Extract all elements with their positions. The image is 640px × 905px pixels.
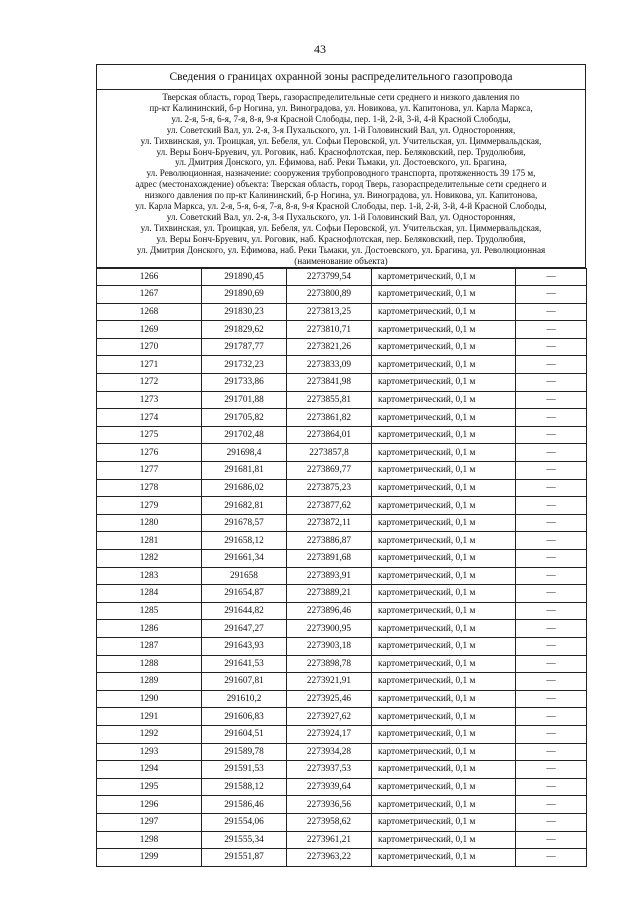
boundary-document (96, 64, 586, 867)
table-row (97, 655, 587, 673)
table-row (97, 567, 587, 585)
description-cell: — (516, 286, 587, 304)
y-coordinate-cell: 2273958,62 (287, 813, 372, 831)
description-line: ул. Веры Бонч-Бруевич, ул. Роговик, наб. Краснофлотская, пер. Беляковский, пер. Трудолюбия, (156, 233, 526, 244)
x-coordinate-cell: 291733,86 (202, 374, 287, 392)
x-coordinate-cell: 291658 (202, 567, 287, 585)
table-row (97, 356, 587, 374)
point-number-cell: 1287 (97, 637, 202, 655)
table-row (97, 813, 587, 831)
method-cell: картометрический, 0,1 м (372, 831, 516, 849)
y-coordinate-cell: 2273872,11 (287, 514, 372, 532)
description-line: ул. Революционная, назначение: сооружения трубопроводного транспорта, протяженность 39 175 м, (146, 168, 536, 179)
method-cell: картометрический, 0,1 м (372, 550, 516, 568)
y-coordinate-cell: 2273875,23 (287, 479, 372, 497)
point-number-cell: 1297 (97, 813, 202, 831)
table-row (97, 497, 587, 515)
description-line: ул. Тихвинская, ул. Троицкая, ул. Бебеля, ул. Софьи Перовской, ул. Учительская, ул. Циммервальдская, (140, 135, 542, 146)
description-cell: — (516, 585, 587, 603)
x-coordinate-cell: 291678,57 (202, 514, 287, 532)
method-cell: картометрический, 0,1 м (372, 391, 516, 409)
point-number-cell: 1269 (97, 321, 202, 339)
description-cell: — (516, 761, 587, 779)
method-cell: картометрический, 0,1 м (372, 813, 516, 831)
table-row (97, 725, 587, 743)
point-number-cell: 1289 (97, 673, 202, 691)
method-cell: картометрический, 0,1 м (372, 286, 516, 304)
point-number-cell: 1291 (97, 708, 202, 726)
y-coordinate-cell: 2273924,17 (287, 725, 372, 743)
x-coordinate-cell: 291641,53 (202, 655, 287, 673)
method-cell: картометрический, 0,1 м (372, 690, 516, 708)
point-number-cell: 1279 (97, 497, 202, 515)
description-line: низкого давления по пр-кт Калининский, б-р Ногина, ул. Виноградова, ул. Новикова, ул. Капитонова, (144, 190, 538, 201)
table-row (97, 391, 587, 409)
x-coordinate-cell: 291604,51 (202, 725, 287, 743)
description-cell: — (516, 426, 587, 444)
x-coordinate-cell: 291829,62 (202, 321, 287, 339)
description-cell: — (516, 268, 587, 286)
description-cell: — (516, 550, 587, 568)
table-row (97, 321, 587, 339)
description-cell: — (516, 391, 587, 409)
table-row (97, 409, 587, 427)
method-cell: картометрический, 0,1 м (372, 444, 516, 462)
point-number-cell: 1290 (97, 690, 202, 708)
x-coordinate-cell: 291705,82 (202, 409, 287, 427)
x-coordinate-cell: 291702,48 (202, 426, 287, 444)
description-cell: — (516, 532, 587, 550)
description-cell: — (516, 655, 587, 673)
method-cell: картометрический, 0,1 м (372, 462, 516, 480)
method-cell: картометрический, 0,1 м (372, 374, 516, 392)
method-cell: картометрический, 0,1 м (372, 356, 516, 374)
description-line: ул. Карла Маркса, ул. 2-я, 5-я, 6-я, 7-я, 8-я, 9-я Красной Слободы, пер. 1-й, 2-й, 3-й, 4-й Красной Слободы, (135, 201, 547, 212)
point-number-cell: 1281 (97, 532, 202, 550)
table-row (97, 550, 587, 568)
document-title: Сведения о границах охранной зоны распределительного газопровода (96, 64, 586, 90)
description-cell: — (516, 725, 587, 743)
description-cell: — (516, 567, 587, 585)
point-number-cell: 1272 (97, 374, 202, 392)
point-number-cell: 1295 (97, 778, 202, 796)
y-coordinate-cell: 2273810,71 (287, 321, 372, 339)
y-coordinate-cell: 2273903,18 (287, 637, 372, 655)
description-cell: — (516, 813, 587, 831)
y-coordinate-cell: 2273896,46 (287, 602, 372, 620)
method-cell: картометрический, 0,1 м (372, 479, 516, 497)
y-coordinate-cell: 2273921,91 (287, 673, 372, 691)
description-line: ул. 2-я, 5-я, 6-я, 7-я, 8-я, 9-я Красной Слободы, пер. 1-й, 2-й, 3-й, 4-й Красной Слободы, (171, 113, 511, 124)
method-cell: картометрический, 0,1 м (372, 268, 516, 286)
table-row (97, 303, 587, 321)
y-coordinate-cell: 2273857,8 (287, 444, 372, 462)
method-cell: картометрический, 0,1 м (372, 426, 516, 444)
x-coordinate-cell: 291732,23 (202, 356, 287, 374)
point-number-cell: 1284 (97, 585, 202, 603)
object-description (96, 90, 586, 268)
x-coordinate-cell: 291554,06 (202, 813, 287, 831)
description-cell: — (516, 673, 587, 691)
method-cell: картометрический, 0,1 м (372, 409, 516, 427)
description-cell: — (516, 743, 587, 761)
table-row (97, 743, 587, 761)
object-name-caption: (наименование объекта) (294, 255, 388, 266)
table-row (97, 620, 587, 638)
method-cell: картометрический, 0,1 м (372, 602, 516, 620)
description-cell: — (516, 690, 587, 708)
point-number-cell: 1282 (97, 550, 202, 568)
point-number-cell: 1292 (97, 725, 202, 743)
point-number-cell: 1275 (97, 426, 202, 444)
point-number-cell: 1286 (97, 620, 202, 638)
y-coordinate-cell: 2273937,53 (287, 761, 372, 779)
description-cell: — (516, 796, 587, 814)
x-coordinate-cell: 291701,88 (202, 391, 287, 409)
point-number-cell: 1267 (97, 286, 202, 304)
description-cell: — (516, 497, 587, 515)
method-cell: картометрический, 0,1 м (372, 849, 516, 867)
table-row (97, 532, 587, 550)
table-row (97, 374, 587, 392)
point-number-cell: 1278 (97, 479, 202, 497)
description-cell: — (516, 338, 587, 356)
x-coordinate-cell: 291551,87 (202, 849, 287, 867)
point-number-cell: 1293 (97, 743, 202, 761)
method-cell: картометрический, 0,1 м (372, 778, 516, 796)
table-row (97, 338, 587, 356)
point-number-cell: 1283 (97, 567, 202, 585)
method-cell: картометрический, 0,1 м (372, 743, 516, 761)
y-coordinate-cell: 2273855,81 (287, 391, 372, 409)
description-line: ул. Советский Вал, ул. 2-я, 3-я Пухальского, ул. 1-й Головинский Вал, ул. Односторонняя, (166, 211, 516, 222)
y-coordinate-cell: 2273886,87 (287, 532, 372, 550)
x-coordinate-cell: 291643,93 (202, 637, 287, 655)
x-coordinate-cell: 291610,2 (202, 690, 287, 708)
point-number-cell: 1277 (97, 462, 202, 480)
table-row (97, 462, 587, 480)
y-coordinate-cell: 2273963,22 (287, 849, 372, 867)
method-cell: картометрический, 0,1 м (372, 338, 516, 356)
y-coordinate-cell: 2273813,25 (287, 303, 372, 321)
method-cell: картометрический, 0,1 м (372, 585, 516, 603)
description-cell: — (516, 374, 587, 392)
y-coordinate-cell: 2273869,77 (287, 462, 372, 480)
table-row (97, 831, 587, 849)
table-row (97, 286, 587, 304)
y-coordinate-cell: 2273800,89 (287, 286, 372, 304)
description-cell: — (516, 620, 587, 638)
point-number-cell: 1288 (97, 655, 202, 673)
coordinates-table (96, 268, 587, 867)
method-cell: картометрический, 0,1 м (372, 637, 516, 655)
description-line: Тверская область, город Тверь, газораспределительные сети среднего и низкого давления по (162, 92, 520, 102)
description-cell: — (516, 514, 587, 532)
y-coordinate-cell: 2273861,82 (287, 409, 372, 427)
y-coordinate-cell: 2273936,56 (287, 796, 372, 814)
description-cell: — (516, 708, 587, 726)
page-number: 43 (314, 42, 326, 56)
method-cell: картометрический, 0,1 м (372, 673, 516, 691)
table-row (97, 796, 587, 814)
y-coordinate-cell: 2273900,95 (287, 620, 372, 638)
description-cell: — (516, 321, 587, 339)
x-coordinate-cell: 291890,69 (202, 286, 287, 304)
point-number-cell: 1299 (97, 849, 202, 867)
table-row (97, 444, 587, 462)
point-number-cell: 1294 (97, 761, 202, 779)
method-cell: картометрический, 0,1 м (372, 761, 516, 779)
x-coordinate-cell: 291606,83 (202, 708, 287, 726)
x-coordinate-cell: 291698,4 (202, 444, 287, 462)
y-coordinate-cell: 2273841,98 (287, 374, 372, 392)
x-coordinate-cell: 291890,45 (202, 268, 287, 286)
description-cell: — (516, 462, 587, 480)
description-cell: — (516, 479, 587, 497)
x-coordinate-cell: 291589,78 (202, 743, 287, 761)
table-row (97, 479, 587, 497)
y-coordinate-cell: 2273934,28 (287, 743, 372, 761)
x-coordinate-cell: 291658,12 (202, 532, 287, 550)
description-cell: — (516, 409, 587, 427)
y-coordinate-cell: 2273927,62 (287, 708, 372, 726)
method-cell: картометрический, 0,1 м (372, 567, 516, 585)
point-number-cell: 1268 (97, 303, 202, 321)
method-cell: картометрический, 0,1 м (372, 532, 516, 550)
x-coordinate-cell: 291682,81 (202, 497, 287, 515)
point-number-cell: 1298 (97, 831, 202, 849)
table-row (97, 673, 587, 691)
method-cell: картометрический, 0,1 м (372, 303, 516, 321)
description-cell: — (516, 778, 587, 796)
y-coordinate-cell: 2273891,68 (287, 550, 372, 568)
description-line: ул. Веры Бонч-Бруевич, ул. Роговик, наб. Краснофлотская, пер. Беляковский, пер. Трудолюбия, (156, 146, 526, 157)
x-coordinate-cell: 291654,87 (202, 585, 287, 603)
description-line: ул. Дмитрия Донского, ул. Ефимова, наб. Реки Тьмаки, ул. Достоевского, ул. Брагина, ул. Революционная (136, 244, 546, 255)
method-cell: картометрический, 0,1 м (372, 655, 516, 673)
method-cell: картометрический, 0,1 м (372, 796, 516, 814)
description-cell: — (516, 602, 587, 620)
x-coordinate-cell: 291647,27 (202, 620, 287, 638)
table-row (97, 426, 587, 444)
description-cell: — (516, 303, 587, 321)
point-number-cell: 1285 (97, 602, 202, 620)
table-row (97, 514, 587, 532)
table-row (97, 585, 587, 603)
x-coordinate-cell: 291588,12 (202, 778, 287, 796)
x-coordinate-cell: 291607,81 (202, 673, 287, 691)
description-cell: — (516, 831, 587, 849)
x-coordinate-cell: 291661,34 (202, 550, 287, 568)
table-row (97, 690, 587, 708)
y-coordinate-cell: 2273893,91 (287, 567, 372, 585)
method-cell: картометрический, 0,1 м (372, 321, 516, 339)
table-row (97, 849, 587, 867)
table-row (97, 778, 587, 796)
y-coordinate-cell: 2273821,26 (287, 338, 372, 356)
y-coordinate-cell: 2273939,64 (287, 778, 372, 796)
table-row (97, 637, 587, 655)
point-number-cell: 1274 (97, 409, 202, 427)
x-coordinate-cell: 291787,77 (202, 338, 287, 356)
y-coordinate-cell: 2273925,46 (287, 690, 372, 708)
y-coordinate-cell: 2273877,62 (287, 497, 372, 515)
x-coordinate-cell: 291555,34 (202, 831, 287, 849)
point-number-cell: 1296 (97, 796, 202, 814)
y-coordinate-cell: 2273833,09 (287, 356, 372, 374)
point-number-cell: 1280 (97, 514, 202, 532)
description-cell: — (516, 637, 587, 655)
method-cell: картометрический, 0,1 м (372, 725, 516, 743)
y-coordinate-cell: 2273961,21 (287, 831, 372, 849)
table-row (97, 602, 587, 620)
x-coordinate-cell: 291686,02 (202, 479, 287, 497)
x-coordinate-cell: 291586,46 (202, 796, 287, 814)
table-row (97, 268, 587, 286)
x-coordinate-cell: 291591,53 (202, 761, 287, 779)
method-cell: картометрический, 0,1 м (372, 620, 516, 638)
y-coordinate-cell: 2273864,01 (287, 426, 372, 444)
point-number-cell: 1273 (97, 391, 202, 409)
x-coordinate-cell: 291681,81 (202, 462, 287, 480)
method-cell: картометрический, 0,1 м (372, 708, 516, 726)
y-coordinate-cell: 2273889,21 (287, 585, 372, 603)
table-row (97, 708, 587, 726)
table-row (97, 761, 587, 779)
point-number-cell: 1266 (97, 268, 202, 286)
description-line: ул. Дмитрия Донского, ул. Ефимова, наб. Реки Тьмаки, ул. Достоевского, ул. Брагина, (175, 157, 507, 168)
x-coordinate-cell: 291644,82 (202, 602, 287, 620)
description-line: ул. Советский Вал, ул. 2-я, 3-я Пухальского, ул. 1-й Головинский Вал, ул. Односторонняя, (166, 124, 516, 135)
method-cell: картометрический, 0,1 м (372, 497, 516, 515)
description-line: адрес (местонахождение) объекта: Тверская область, город Тверь, газораспределительные сети среднего и (135, 179, 547, 190)
description-line: пр-кт Калининский, б-р Ногина, ул. Виноградова, ул. Новикова, ул. Капитонова, ул. Карла Маркса, (149, 102, 533, 113)
y-coordinate-cell: 2273799,54 (287, 268, 372, 286)
point-number-cell: 1276 (97, 444, 202, 462)
description-line: ул. Тихвинская, ул. Троицкая, ул. Бебеля, ул. Софьи Перовской, ул. Учительская, ул. Циммервальдская, (140, 222, 542, 233)
point-number-cell: 1271 (97, 356, 202, 374)
point-number-cell: 1270 (97, 338, 202, 356)
description-cell: — (516, 356, 587, 374)
description-cell: — (516, 849, 587, 867)
y-coordinate-cell: 2273898,78 (287, 655, 372, 673)
description-cell: — (516, 444, 587, 462)
x-coordinate-cell: 291830,23 (202, 303, 287, 321)
method-cell: картометрический, 0,1 м (372, 514, 516, 532)
